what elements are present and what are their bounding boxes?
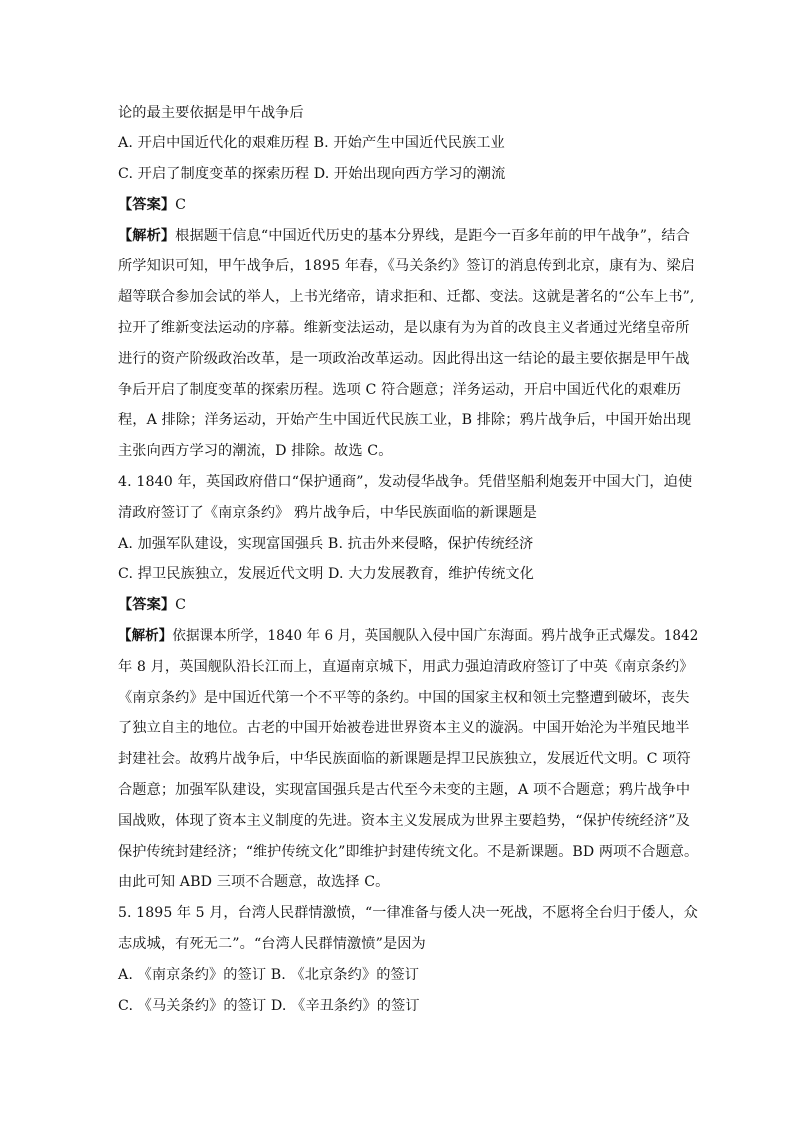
question-stem-continued: 论的最主要依据是甲午战争后 (118, 105, 304, 121)
question-5-stem: 志成城，有死无二”。“台湾人民群情激愤”是因为 (118, 936, 426, 952)
answer-label: 【答案】C (118, 597, 187, 613)
question-5-options-ab: A. 《南京条约》的签订 B. 《北京条约》的签订 (118, 967, 420, 983)
analysis-paragraph-line: 争后开启了制度变革的探索历程。选项 C 符合题意；洋务运动，开启中国近代化的艰难历 (118, 382, 682, 398)
analysis-paragraph-line: 主张向西方学习的潮流，D 排除。故选 C。 (118, 443, 393, 459)
analysis-paragraph-line: 超等联合参加会试的举人，上书光绪帝，请求拒和、迁都、变法。这就是著名的“公车上书”, (118, 289, 695, 305)
section-label: 【解析】 (118, 228, 176, 244)
section-label: 【答案】 (118, 197, 176, 213)
section-label: 【解析】 (118, 628, 173, 644)
analysis-paragraph-line: 所学知识可知，甲午战争后，1895 年春，《马关条约》签订的消息传到北京，康有为、梁启 (118, 258, 695, 274)
question-4-options-cd: C. 捍卫民族独立，发展近代文明 D. 大力发展教育，维护传统文化 (118, 566, 534, 582)
analysis-paragraph-line: 【解析】依据课本所学，1840 年 6 月，英国舰队入侵中国广东海面。鸦片战争正式爆发。1842 (118, 628, 699, 644)
analysis-paragraph-line: 进行的资产阶级政治改革，是一项政治改革运动。因此得出这一结论的最主要依据是甲午战 (118, 351, 690, 367)
analysis-paragraph-line: 封建社会。故鸦片战争后，中华民族面临的新课题是捍卫民族独立，发展近代文明。C 项符 (118, 751, 691, 767)
answer-label: 【答案】C (118, 197, 187, 213)
question-4-stem: 4. 1840 年，英国政府借口“保护通商”，发动侵华战争。凭借坚船利炮轰开中国大门，迫使 (118, 474, 693, 490)
analysis-paragraph-line: 《南京条约》是中国近代第一个不平等的条约。中国的国家主权和领土完整遭到破坏，丧失 (118, 690, 690, 706)
question-options-ab: A. 开启中国近代化的艰难历程 B. 开始产生中国近代民族工业 (118, 135, 505, 151)
question-4-stem: 清政府签订了《南京条约》 鸦片战争后，中华民族面临的新课题是 (118, 505, 537, 521)
analysis-paragraph-line: 程，A 排除；洋务运动，开始产生中国近代民族工业，B 排除；鸦片战争后，中国开始出现 (118, 412, 692, 428)
analysis-paragraph-line: 拉开了维新变法运动的序幕。维新变法运动，是以康有为为首的改良主义者通过光绪皇帝所 (118, 320, 690, 336)
analysis-paragraph-line: 保护传统封建经济；“维护传统文化”即维护封建传统文化。不是新课题。BD 两项不合题意。 (118, 844, 699, 860)
analysis-paragraph-line: 年 8 月，英国舰队沿长江而上，直逼南京城下，用武力强迫清政府签订了中英《南京条约》 (118, 659, 694, 675)
analysis-paragraph-line: 了独立自主的地位。古老的中国开始被卷进世界资本主义的漩涡。中国开始沦为半殖民地半 (118, 720, 690, 736)
question-4-options-ab: A. 加强军队建设，实现富国强兵 B. 抗击外来侵略，保护传统经济 (118, 536, 534, 552)
section-label: 【答案】 (118, 597, 176, 613)
analysis-paragraph-line: 【解析】根据题干信息“中国近代历史的基本分界线，是距今一百多年前的甲午战争”，结合 (118, 228, 690, 244)
question-5-stem: 5. 1895 年 5 月，台湾人民群情激愤，“一律准备与倭人决一死战，不愿将全台归于倭人，众 (118, 905, 698, 921)
question-options-cd: C. 开启了制度变革的探索历程 D. 开始出现向西方学习的潮流 (118, 166, 506, 182)
question-5-options-cd: C. 《马关条约》的签订 D. 《辛丑条约》的签订 (118, 998, 420, 1014)
analysis-paragraph-line: 合题意；加强军队建设，实现富国强兵是古代至今未变的主题，A 项不合题意；鸦片战争中 (118, 782, 691, 798)
analysis-paragraph-line: 国战败，体现了资本主义制度的先进。资本主义发展成为世界主要趋势，“保护传统经济”及 (118, 813, 690, 829)
analysis-paragraph-line: 由此可知 ABD 三项不合题意，故选择 C。 (118, 874, 390, 890)
